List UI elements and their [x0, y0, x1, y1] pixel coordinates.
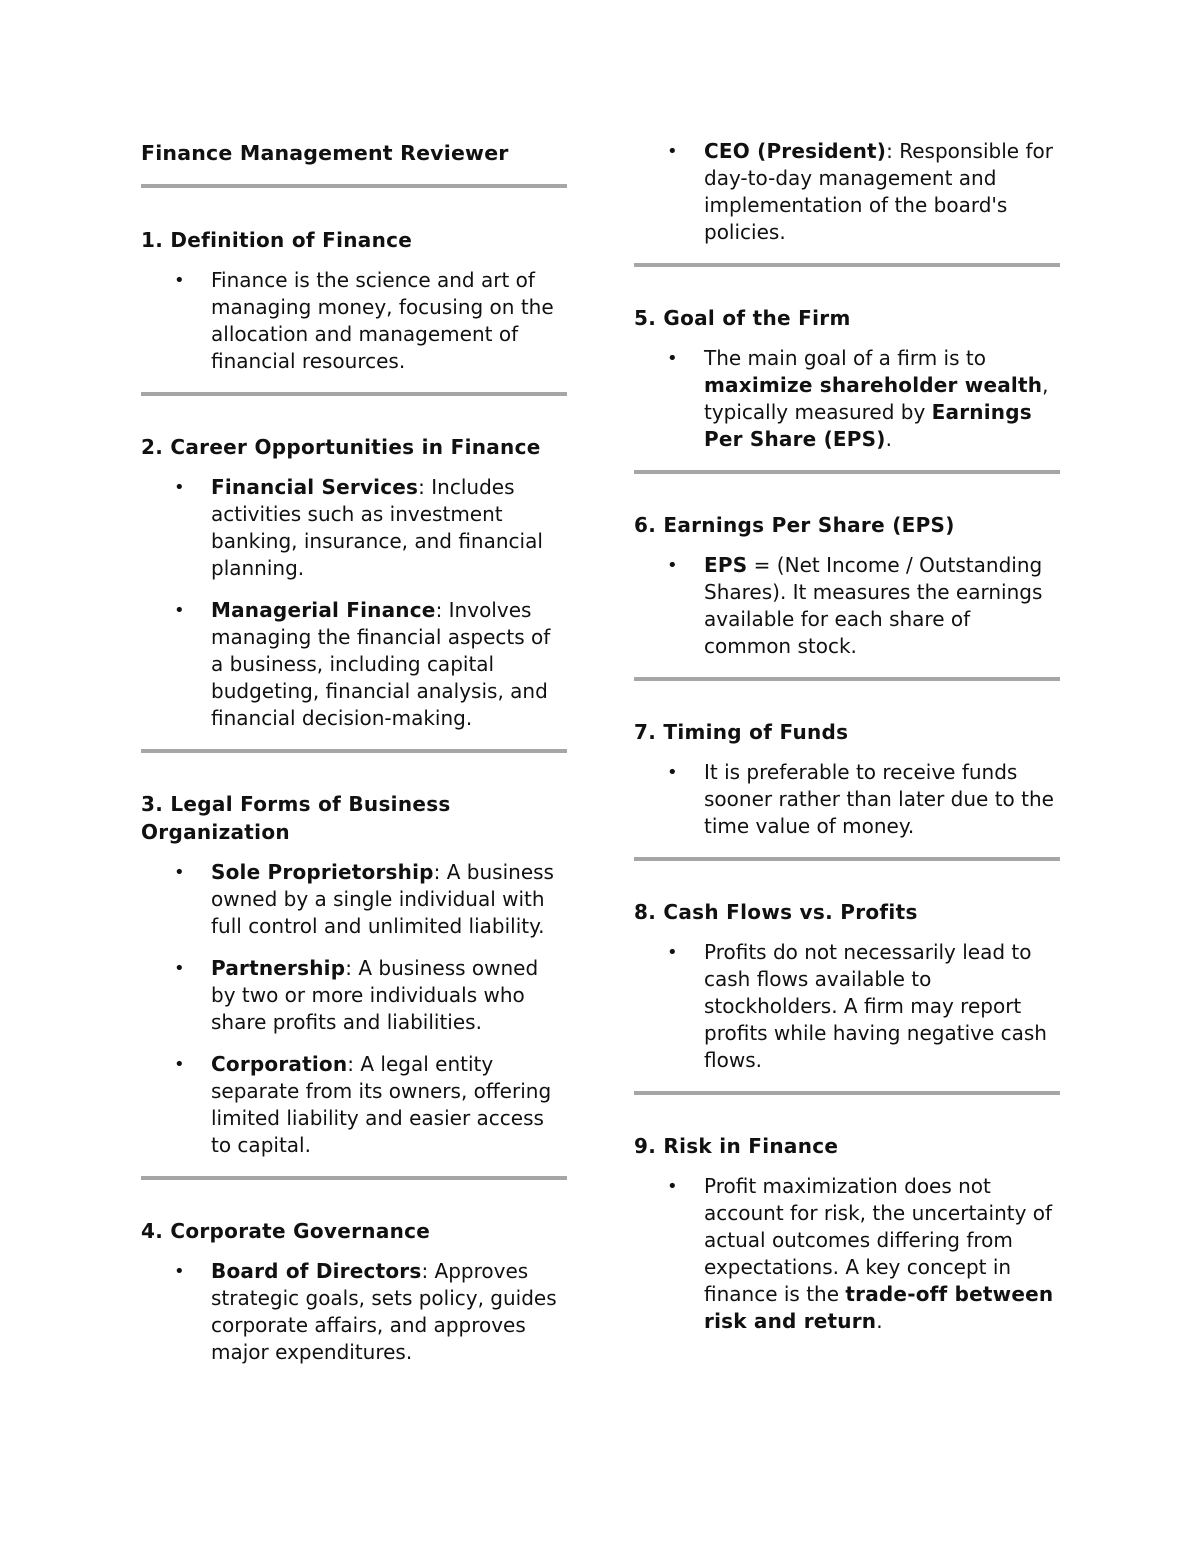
term: Sole Proprietorship [211, 860, 434, 884]
bullet-list [634, 552, 1060, 660]
bullet-list [634, 759, 1060, 840]
section-legal-forms [141, 790, 567, 1159]
section-divider [634, 857, 1060, 861]
bullet-icon: • [667, 348, 678, 369]
bullet-icon: • [667, 141, 678, 162]
bullet-list [141, 474, 567, 732]
bullet-list [141, 859, 567, 1159]
bullet-icon: • [667, 942, 678, 963]
section-eps [634, 511, 1060, 660]
emphasis: trade-off between risk and return [704, 1282, 1054, 1333]
section-corporate-governance [141, 1217, 567, 1366]
term: EPS [704, 553, 748, 577]
section-cash-flows-vs-profits [634, 898, 1060, 1074]
section-goal-of-firm [634, 304, 1060, 453]
section-divider [634, 1091, 1060, 1095]
section-risk-in-finance [634, 1132, 1060, 1335]
list-item: • Partnership: A business owned by two or more individuals who share profits and liabilities. [174, 956, 539, 1034]
term: Partnership [211, 956, 346, 980]
list-item: • Financial Services: Includes activities such as investment banking, insurance, and financial planning. [174, 475, 543, 580]
bullet-icon: • [174, 270, 185, 291]
section-heading: 3. Legal Forms of Business Organization [141, 792, 451, 844]
bullet-list [634, 345, 1060, 453]
bullet-icon: • [174, 1261, 185, 1282]
section-heading: 4. Corporate Governance [141, 1219, 431, 1243]
bullet-icon: • [667, 555, 678, 576]
section-divider [634, 470, 1060, 474]
section-heading: 6. Earnings Per Share (EPS) [634, 513, 955, 537]
section-divider [634, 263, 1060, 267]
term: CEO (President) [704, 139, 887, 163]
section-divider [141, 392, 567, 396]
section-definition-of-finance [141, 226, 567, 375]
list-item: • Finance is the science and art of managing money, focusing on the allocation and management of financial resources. [174, 268, 554, 373]
right-column [634, 138, 1060, 1335]
list-item: • The main goal of a firm is to maximize shareholder wealth, typically measured by Earnings Per Share (EPS). [667, 346, 1049, 451]
section-heading: 2. Career Opportunities in Finance [141, 435, 541, 459]
term: Corporation [211, 1052, 348, 1076]
bullet-list [141, 1258, 567, 1366]
list-item: • Profits do not necessarily lead to cash flows available to stockholders. A firm may report profits while having negative cash flows. [667, 940, 1047, 1072]
bullet-icon: • [667, 1176, 678, 1197]
list-item: • Managerial Finance: Involves managing the financial aspects of a business, including capital budgeting, financial analysis, and financial decision-making. [174, 598, 551, 730]
section-heading: 7. Timing of Funds [634, 720, 849, 744]
section-heading: 1. Definition of Finance [141, 228, 413, 252]
section-divider [141, 1176, 567, 1180]
term: Board of Directors [211, 1259, 422, 1283]
list-item: • CEO (President): Responsible for day-to-day management and implementation of the board's policies. [667, 139, 1053, 244]
bullet-icon: • [667, 762, 678, 783]
emphasis: maximize shareholder wealth [704, 373, 1043, 397]
bullet-icon: • [174, 862, 185, 883]
term: Managerial Finance [211, 598, 436, 622]
emphasis: Earnings Per Share (EPS) [704, 400, 1032, 451]
list-item: • Sole Proprietorship: A business owned by a single individual with full control and unlimited liability. [174, 860, 554, 938]
bullet-list [141, 267, 567, 375]
section-divider [634, 677, 1060, 681]
section-timing-of-funds [634, 718, 1060, 840]
bullet-icon: • [174, 600, 185, 621]
section-career-opportunities [141, 433, 567, 732]
section-heading: 9. Risk in Finance [634, 1134, 839, 1158]
bullet-icon: • [174, 477, 185, 498]
section-divider [141, 749, 567, 753]
bullet-list [634, 939, 1060, 1074]
section-heading: 8. Cash Flows vs. Profits [634, 900, 918, 924]
list-item: • It is preferable to receive funds sooner rather than later due to the time value of money. [667, 760, 1054, 838]
title-divider [141, 184, 567, 188]
bullet-icon: • [174, 958, 185, 979]
term: Financial Services [211, 475, 419, 499]
list-item: • EPS = (Net Income / Outstanding Shares). It measures the earnings available for each share of common stock. [667, 553, 1043, 658]
bullet-list [634, 138, 1060, 246]
list-item: • Corporation: A legal entity separate from its owners, offering limited liability and easier access to capital. [174, 1052, 552, 1157]
document-title: Finance Management Reviewer [141, 141, 509, 165]
list-item: • Board of Directors: Approves strategic goals, sets policy, guides corporate affairs, and approves major expenditures. [174, 1259, 557, 1364]
section-heading: 5. Goal of the Firm [634, 306, 851, 330]
bullet-icon: • [174, 1054, 185, 1075]
list-item: • Profit maximization does not account for risk, the uncertainty of actual outcomes differing from expectations. A key concept in finance is the trade-off between risk and return. [667, 1174, 1054, 1333]
bullet-list [634, 1173, 1060, 1335]
left-column [141, 138, 567, 1366]
